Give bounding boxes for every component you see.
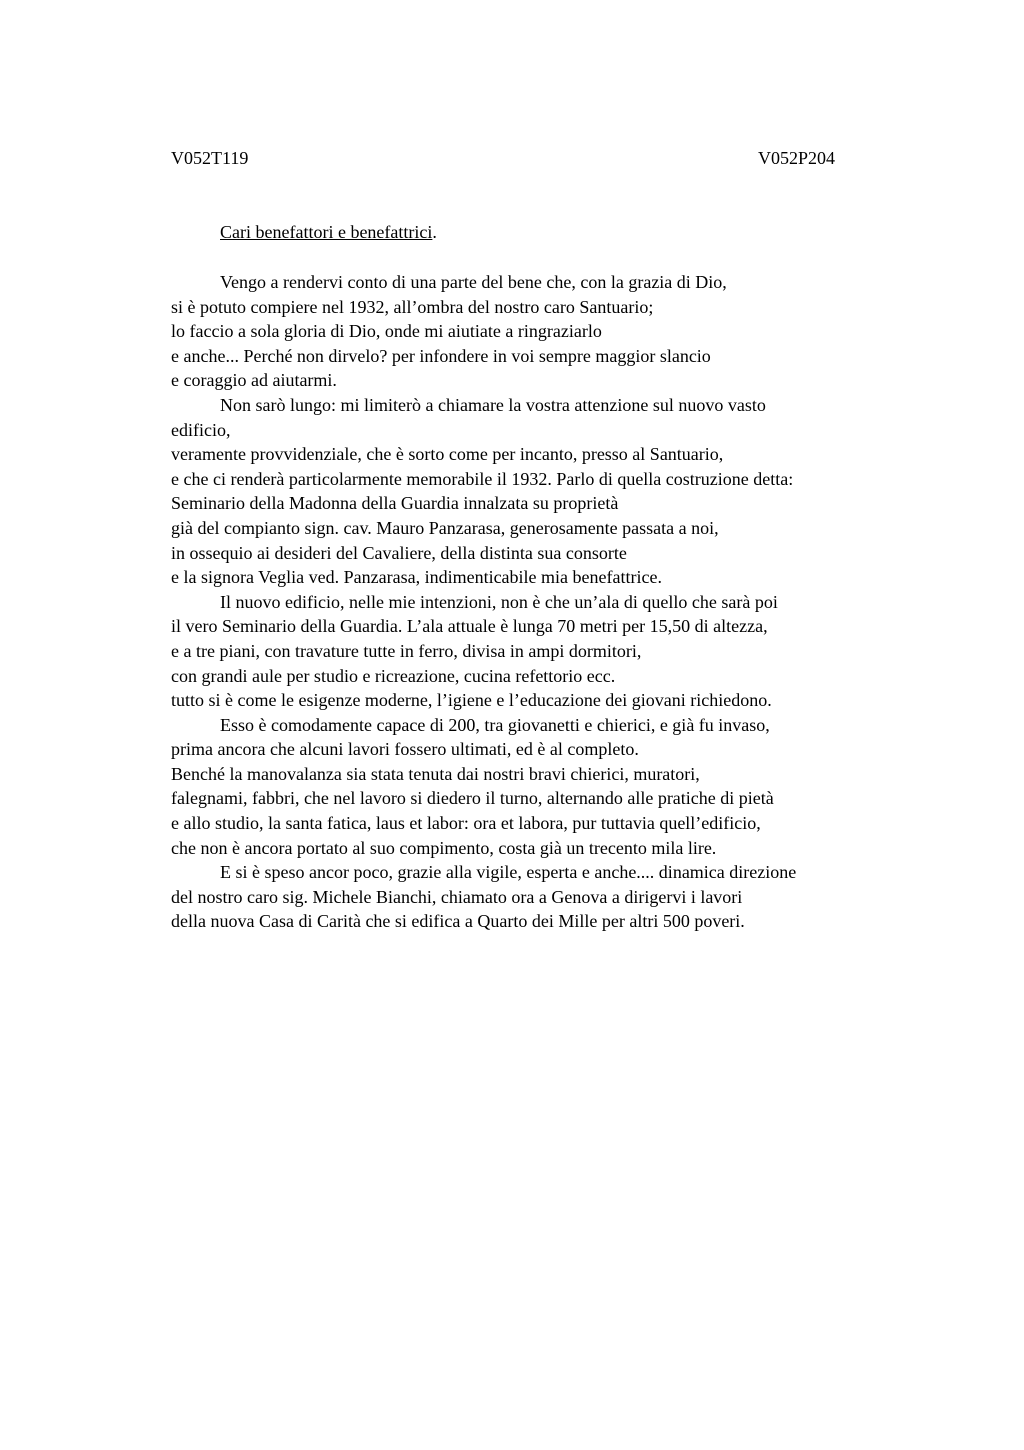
text-line: e la signora Veglia ved. Panzarasa, indimenticabile mia benefattrice.	[171, 567, 662, 588]
text-line: e allo studio, la santa fatica, laus et labor: ora et labora, pur tuttavia quell’edificio,	[171, 813, 761, 834]
text-line: e che ci renderà particolarmente memorabile il 1932. Parlo di quella costruzione detta:	[171, 468, 794, 489]
text-line: falegnami, fabbri, che nel lavoro si diedero il turno, alternando alle pratiche di pietà	[171, 788, 774, 809]
document-code-right: V052P204	[758, 148, 836, 168]
text-line: Non sarò lungo: mi limiterò a chiamare la vostra attenzione sul nuovo vasto	[220, 394, 766, 415]
text-line: Vengo a rendervi conto di una parte del bene che, con la grazia di Dio,	[220, 272, 727, 292]
text-line: in ossequio ai desideri del Cavaliere, della distinta sua consorte	[171, 542, 627, 563]
text-line: edificio,	[171, 419, 231, 440]
text-line: e a tre piani, con travature tutte in ferro, divisa in ampi dormitori,	[171, 640, 642, 661]
text-line: prima ancora che alcuni lavori fossero ultimati, ed è al completo.	[171, 739, 639, 760]
document-code-left: V052T119	[171, 148, 249, 168]
letter-body	[171, 270, 931, 934]
text-line: Esso è comodamente capace di 200, tra giovanetti e chierici, e già fu invaso,	[220, 714, 770, 735]
text-line: già del compianto sign. cav. Mauro Panzarasa, generosamente passata a noi,	[171, 517, 719, 538]
text-line: lo faccio a sola gloria di Dio, onde mi aiutiate a ringraziarlo	[171, 321, 602, 342]
text-line: del nostro caro sig. Michele Bianchi, chiamato ora a Genova a dirigervi i lavori	[171, 886, 743, 907]
text-line: con grandi aule per studio e ricreazione, cucina refettorio ecc.	[171, 665, 616, 686]
text-line: che non è ancora portato al suo compimento, costa già un trecento mila lire.	[171, 837, 717, 858]
text-line: della nuova Casa di Carità che si edifica a Quarto dei Mille per altri 500 poveri.	[171, 911, 745, 932]
text-line: e coraggio ad aiutarmi.	[171, 370, 337, 391]
text-line: E si è speso ancor poco, grazie alla vigile, esperta e anche.... dinamica direzione	[220, 862, 797, 883]
text-line: si è potuto compiere nel 1932, all’ombra del nostro caro Santuario;	[171, 296, 654, 317]
salutation	[220, 222, 437, 242]
salutation-punct: .	[432, 222, 437, 242]
text-line: veramente provvidenziale, che è sorto come per incanto, presso al Santuario,	[171, 444, 724, 465]
text-line: e anche... Perché non dirvelo? per infondere in voi sempre maggior slancio	[171, 345, 711, 366]
text-line: Benché la manovalanza sia stata tenuta dai nostri bravi chierici, muratori,	[171, 763, 700, 784]
salutation-text: Cari benefattori e benefattrici	[220, 222, 433, 242]
text-line: Il nuovo edificio, nelle mie intenzioni, non è che un’ala di quello che sarà poi	[220, 591, 778, 612]
text-line: il vero Seminario della Guardia. L’ala attuale è lunga 70 metri per 15,50 di altezza,	[171, 616, 768, 637]
text-line: Seminario della Madonna della Guardia innalzata su proprietà	[171, 493, 619, 514]
text-line: tutto si è come le esigenze moderne, l’igiene e l’educazione dei giovani richiedono.	[171, 690, 772, 711]
